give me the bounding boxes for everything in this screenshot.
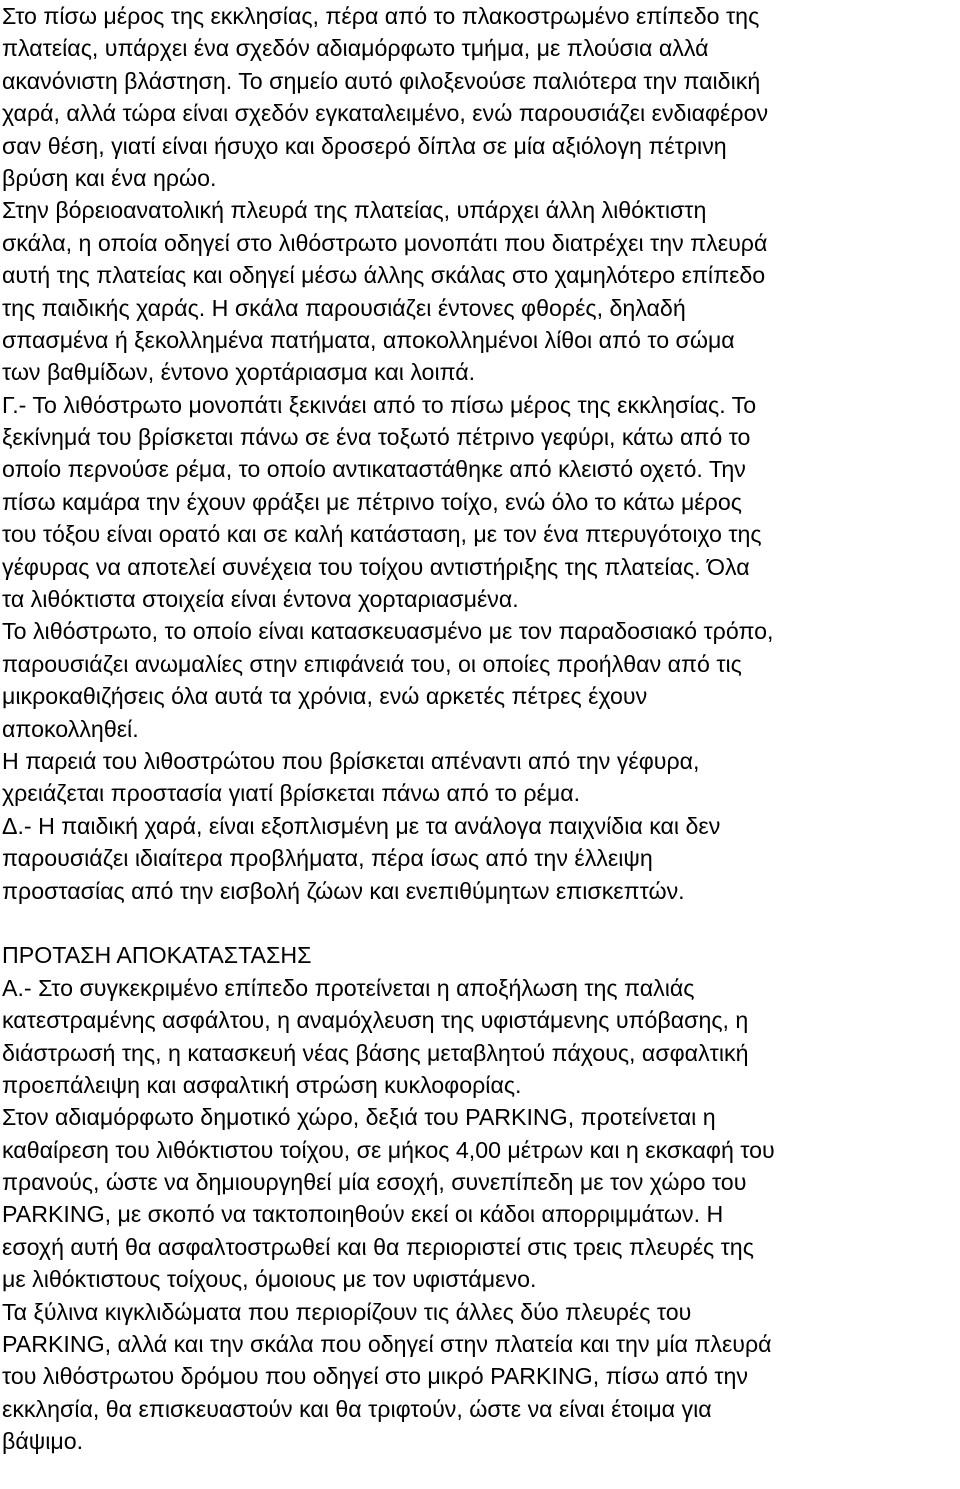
- text-line: παρουσιάζει ιδιαίτερα προβλήματα, πέρα ίσως από την έλλειψη: [2, 845, 653, 872]
- text-line: Στην βόρειοανατολική πλευρά της πλατείας, υπάρχει άλλη λιθόκτιστη: [2, 197, 707, 224]
- section-heading: ΠΡΟΤΑΣΗ ΑΠΟΚΑΤΑΣΤΑΣΗΣ: [2, 942, 312, 969]
- text-line: οποίο περνούσε ρέμα, το οποίο αντικαταστάθηκε από κλειστό οχετό. Την: [2, 456, 746, 483]
- text-line: των βαθμίδων, έντονο χορτάριασμα και λοιπά.: [2, 359, 476, 386]
- text-line: πίσω καμάρα την έχουν φράξει με πέτρινο τοίχο, ενώ όλο το κάτω μέρος: [2, 488, 742, 515]
- text-line: Στον αδιαμόρφωτο δημοτικό χώρο, δεξιά του PARKING, προτείνεται η: [2, 1104, 716, 1131]
- text-line: χρειάζεται προστασία γιατί βρίσκεται πάνω από το ρέμα.: [2, 780, 581, 807]
- text-line: αυτή της πλατείας και οδηγεί μέσω άλλης σκάλας στο χαμηλότερο επίπεδο: [2, 262, 766, 289]
- text-line: εκκλησία, θα επισκευαστούν και θα τριφτούν, ώστε να είναι έτοιμα για: [2, 1395, 712, 1422]
- text-line: γέφυρας να αποτελεί συνέχεια του τοίχου αντιστήριξης της πλατείας. Όλα: [2, 553, 750, 580]
- text-line: διάστρωσή της, η κατασκευή νέας βάσης μεταβλητού πάχους, ασφαλτική: [2, 1039, 749, 1066]
- text-line: Δ.- Η παιδική χαρά, είναι εξοπλισμένη με τα ανάλογα παιχνίδια και δεν: [2, 812, 721, 839]
- text-line: πρανούς, ώστε να δημιουργηθεί μία εσοχή, συνεπίπεδη με τον χώρο του: [2, 1169, 747, 1196]
- text-line: βρύση και ένα ηρώο.: [2, 164, 217, 191]
- text-line: ακανόνιστη βλάστηση. Το σημείο αυτό φιλοξενούσε παλιότερα την παιδική: [2, 67, 761, 94]
- text-line: Η παρειά του λιθοστρώτου που βρίσκεται απέναντι από την γέφυρα,: [2, 747, 700, 774]
- text-line: βάψιμο.: [2, 1428, 84, 1455]
- blank-line: [2, 907, 958, 939]
- text-line: Το λιθόστρωτο, το οποίο είναι κατασκευασμένο με τον παραδοσιακό τρόπο,: [2, 618, 774, 645]
- text-line: σκάλα, η οποία οδηγεί στο λιθόστρωτο μονοπάτι που διατρέχει την πλευρά: [2, 229, 768, 256]
- text-line: PARKING, με σκοπό να τακτοποιηθούν εκεί οι κάδοι απορριμμάτων. Η: [2, 1201, 724, 1228]
- text-line: πλατείας, υπάρχει ένα σχεδόν αδιαμόρφωτο τμήμα, με πλούσια αλλά: [2, 35, 709, 62]
- text-line: καθαίρεση του λιθόκτιστου τοίχου, σε μήκος 4,00 μέτρων και η εκσκαφή του: [2, 1136, 775, 1163]
- text-line: σπασμένα ή ξεκολλημένα πατήματα, αποκολλημένοι λίθοι από το σώμα: [2, 326, 735, 353]
- text-line: κατεστραμένης ασφάλτου, η αναμόχλευση της υφιστάμενης υπόβασης, η: [2, 1007, 749, 1034]
- text-line: του λιθόστρωτου δρόμου που οδηγεί στο μικρό PARKING, πίσω από την: [2, 1363, 748, 1390]
- text-line: της παιδικής χαράς. Η σκάλα παρουσιάζει έντονες φθορές, δηλαδή: [2, 294, 686, 321]
- text-line: σαν θέση, γιατί είναι ήσυχο και δροσερό δίπλα σε μία αξιόλογη πέτρινη: [2, 132, 727, 159]
- text-line: αποκολληθεί.: [2, 715, 139, 742]
- text-line: Τα ξύλινα κιγκλιδώματα που περιορίζουν τις άλλες δύο πλευρές του: [2, 1298, 692, 1325]
- text-line: με λιθόκτιστους τοίχους, όμοιους με τον υφιστάμενο.: [2, 1266, 537, 1293]
- text-line: ξεκίνημά του βρίσκεται πάνω σε ένα τοξωτό πέτρινο γεφύρι, κάτω από το: [2, 424, 751, 451]
- document-page: [2, 0, 958, 1458]
- text-line: Γ.- Το λιθόστρωτο μονοπάτι ξεκινάει από το πίσω μέρος της εκκλησίας. Το: [2, 391, 757, 418]
- text-line: προεπάλειψη και ασφαλτική στρώση κυκλοφορίας.: [2, 1071, 522, 1098]
- text-line: χαρά, αλλά τώρα είναι σχεδόν εγκαταλειμένο, ενώ παρουσιάζει ενδιαφέρον: [2, 100, 769, 127]
- text-line: Α.- Στο συγκεκριμένο επίπεδο προτείνεται η αποξήλωση της παλιάς: [2, 974, 695, 1001]
- text-line: παρουσιάζει ανωμαλίες στην επιφάνειά του, οι οποίες προήλθαν από τις: [2, 650, 742, 677]
- text-line: του τόξου είναι ορατό και σε καλή κατάσταση, με τον ένα πτερυγότοιχο της: [2, 521, 762, 548]
- text-line: εσοχή αυτή θα ασφαλτοστρωθεί και θα περιοριστεί στις τρεις πλευρές της: [2, 1233, 754, 1260]
- text-line: τα λιθόκτιστα στοιχεία είναι έντονα χορταριασμένα.: [2, 586, 519, 613]
- text-line: προστασίας από την εισβολή ζώων και ενεπιθύμητων επισκεπτών.: [2, 877, 685, 904]
- text-line: PARKING, αλλά και την σκάλα που οδηγεί στην πλατεία και την μία πλευρά: [2, 1331, 772, 1358]
- text-line: Στο πίσω μέρος της εκκλησίας, πέρα από το πλακοστρωμένο επίπεδο της: [2, 3, 760, 29]
- text-line: μικροκαθιζήσεις όλα αυτά τα χρόνια, ενώ αρκετές πέτρες έχουν: [2, 683, 648, 710]
